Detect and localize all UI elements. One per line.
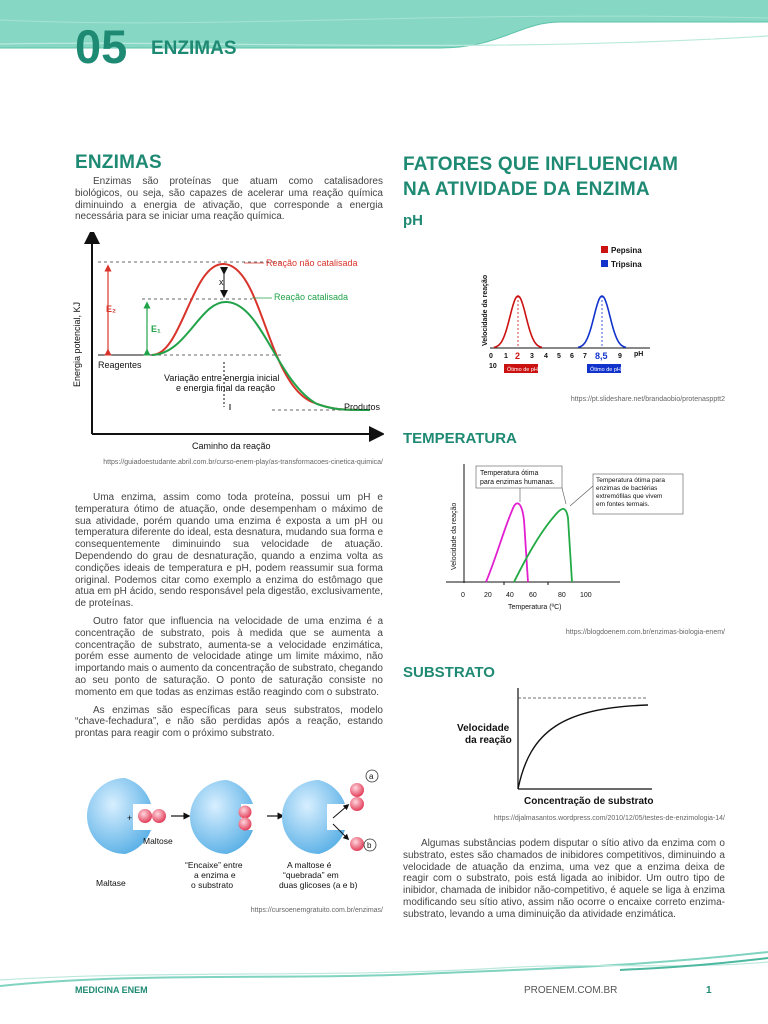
svg-text:6: 6 bbox=[570, 353, 574, 360]
ph-chart bbox=[480, 240, 650, 378]
svg-text:80: 80 bbox=[558, 592, 566, 599]
maltase-source: https://cursoenemgratuito.com.br/enzimas/ bbox=[250, 907, 383, 914]
chapter-number: 05 bbox=[75, 20, 128, 73]
svg-text:8,5: 8,5 bbox=[595, 351, 608, 361]
temperatura-chart bbox=[446, 458, 686, 618]
energy-diagram bbox=[72, 232, 384, 454]
svg-text:a enzima e: a enzima e bbox=[194, 870, 236, 880]
chapter-title: ENZIMAS bbox=[151, 38, 237, 59]
intro-paragraph: Enzimas são proteínas que atuam como catalisadores biológicos, ou seja, são capazes de acelerar uma reação química diminuindo a energia de ativação, que corresponde a energia necessária para se iniciar uma reação química. bbox=[75, 176, 383, 223]
svg-text:da reação: da reação bbox=[465, 735, 512, 746]
svg-text:5: 5 bbox=[557, 353, 561, 360]
svg-text:Reação catalisada: Reação catalisada bbox=[274, 292, 349, 302]
catalyzed-curve bbox=[152, 302, 370, 410]
svg-text:Concentração de substrato: Concentração de substrato bbox=[524, 796, 654, 807]
svg-text:Velocidade da reação: Velocidade da reação bbox=[451, 502, 458, 570]
svg-text:Ótimo de pH: Ótimo de pH bbox=[590, 367, 621, 373]
svg-text:o substrato: o substrato bbox=[191, 880, 234, 890]
legend-tripsina: Tripsina bbox=[611, 260, 642, 269]
heading-ph: pH bbox=[403, 212, 423, 229]
svg-text:E₁: E₁ bbox=[151, 324, 161, 334]
svg-text:“quebrada” em: “quebrada” em bbox=[283, 870, 339, 880]
svg-text:Maltose: Maltose bbox=[143, 836, 173, 846]
ph-source: https://pt.slideshare.net/brandaobio/protenaspptt2 bbox=[570, 396, 725, 403]
legend-pepsina: Pepsina bbox=[611, 246, 642, 255]
svg-text:Maltase: Maltase bbox=[96, 878, 126, 888]
svg-text:Reação não catalisada: Reação não catalisada bbox=[266, 258, 358, 268]
svg-text:extremófilas que vivem: extremófilas que vivem bbox=[596, 493, 663, 500]
svg-text:duas glicoses (a e b): duas glicoses (a e b) bbox=[279, 880, 358, 890]
svg-text:a: a bbox=[369, 772, 374, 781]
page-number: 1 bbox=[706, 985, 712, 996]
svg-text:3: 3 bbox=[530, 353, 534, 360]
svg-text:Temperatura ótima para: Temperatura ótima para bbox=[596, 477, 666, 484]
svg-text:enzimas de bactérias: enzimas de bactérias bbox=[596, 485, 658, 492]
svg-text:Variação entre energia inicial: Variação entre energia inicial bbox=[164, 373, 280, 383]
svg-text:0: 0 bbox=[461, 592, 465, 599]
footer-left: MEDICINA ENEM bbox=[75, 985, 148, 995]
svg-text:Caminho da reação: Caminho da reação bbox=[192, 441, 271, 451]
subject-label: BIOLOGIA I bbox=[648, 28, 714, 42]
svg-text:20: 20 bbox=[484, 592, 492, 599]
svg-text:Velocidade da reação: Velocidade da reação bbox=[482, 274, 489, 346]
temperatura-source: https://blogdoenem.com.br/enzimas-biologia-enem/ bbox=[565, 629, 725, 636]
svg-text:Reagentes: Reagentes bbox=[98, 360, 142, 370]
svg-text:10: 10 bbox=[489, 363, 497, 370]
body-paragraph-right: Algumas substâncias podem disputar o sítio ativo da enzima com o substrato, estes são chamados de inibidores competitivos, diminuindo a velocidade de atuação da enzima, uma vez que a enzima deixa de reagir com o substrato, pois está ligada ao inibidor. Um outro tipo de inibidor, chamada de inibidor não-competitivo, é aquele se liga à enzima modificando seu sítio ativo, assim não ocorre o encaixe correto enzima-substrato, levando a uma diminuição da atividade enzimática. bbox=[403, 838, 725, 920]
svg-text:em fontes termais.: em fontes termais. bbox=[596, 501, 650, 508]
heading-substrato: SUBSTRATO bbox=[403, 664, 495, 681]
svg-text:Produtos: Produtos bbox=[344, 402, 381, 412]
svg-text:+: + bbox=[127, 813, 133, 823]
svg-text:60: 60 bbox=[529, 592, 537, 599]
svg-text:Ótimo de pH: Ótimo de pH bbox=[507, 367, 538, 373]
section-title-fatores: FATORES QUE INFLUENCIAM NA ATIVIDADE DA ENZIMA bbox=[403, 154, 679, 200]
substrato-curve bbox=[518, 705, 648, 789]
bacteria-curve bbox=[514, 509, 572, 582]
svg-text:1: 1 bbox=[504, 353, 508, 360]
svg-text:e energia final da reação: e energia final da reação bbox=[176, 383, 276, 393]
svg-text:4: 4 bbox=[544, 353, 548, 360]
svg-text:pH: pH bbox=[634, 351, 644, 358]
maltase-illustration bbox=[75, 768, 385, 903]
substrato-source: https://djalmasantos.wordpress.com/2010/12/05/testes-de-enzimologia-14/ bbox=[493, 815, 725, 822]
svg-text:para enzimas humanas.: para enzimas humanas. bbox=[480, 479, 555, 486]
substrato-chart bbox=[452, 686, 662, 810]
svg-text:x: x bbox=[219, 277, 224, 287]
svg-text:Temperatura ótima: Temperatura ótima bbox=[480, 470, 539, 477]
svg-text:b: b bbox=[367, 841, 372, 850]
svg-text:Temperatura (ºC): Temperatura (ºC) bbox=[508, 604, 562, 611]
svg-text:100: 100 bbox=[580, 592, 592, 599]
svg-text:A maltose é: A maltose é bbox=[287, 860, 332, 870]
svg-text:E₂: E₂ bbox=[106, 304, 117, 314]
legend-swatch-tripsina bbox=[601, 260, 608, 267]
svg-text:Velocidade: Velocidade bbox=[457, 723, 510, 734]
heading-temperatura: TEMPERATURA bbox=[403, 430, 517, 447]
body-paragraphs-left: Uma enzima, assim como toda proteína, possui um pH e temperatura ótimo de atuação, onde desempenham o máximo de sua atividade, porém quando uma enzima é exposta a um pH ou temperatura diferente do ideal, esta desnatura, mudando sua forma e consequentemente diminuindo sua velocidade de atuação. Dependendo do grau de desnaturação, quando a enzima volta as condições ideais de temperatura e pH, podem reassumir sua forma original. Podemos citar como exemplo a enzima do estômago que atua em pH ácido, sendo responsável pela digestão, exclusivamente, de proteínas. Outro fator que influencia na velocidade de uma enzima é a concentração de substrato, pois à medida que se aumenta a concentração de substrato, aumenta-se a velocidade enzimática, porém esse aumento de velocidade atinge um limite máximo, não importando mais o aumento da concentração de substrato, chegando ao seu ponto de saturação. O ponto de saturação consiste no momento em que todas as enzimas estão reagindo com o substrato. As enzimas são específicas para seus substratos, modelo “chave-fechadura”, e não são perdidas após a reação, estando prontas para reagir com o próximo substrato. bbox=[75, 492, 383, 740]
svg-text:40: 40 bbox=[506, 592, 514, 599]
svg-text:“Encaixe” entre: “Encaixe” entre bbox=[185, 860, 243, 870]
svg-text:7: 7 bbox=[583, 353, 587, 360]
section-title-enzimas: ENZIMAS bbox=[75, 152, 162, 173]
footer-site: PROENEM.COM.BR bbox=[524, 985, 618, 996]
energy-source: https://guiadoestudante.abril.com.br/curso-enem-play/as-transformacoes-cinetica-quimica/ bbox=[103, 459, 383, 466]
human-curve bbox=[486, 503, 528, 582]
svg-text:9: 9 bbox=[618, 353, 622, 360]
svg-text:0: 0 bbox=[489, 353, 493, 360]
svg-text:Energia potencial, KJ: Energia potencial, KJ bbox=[72, 301, 82, 387]
svg-text:2: 2 bbox=[515, 351, 521, 361]
legend-swatch-pepsina bbox=[601, 246, 608, 253]
